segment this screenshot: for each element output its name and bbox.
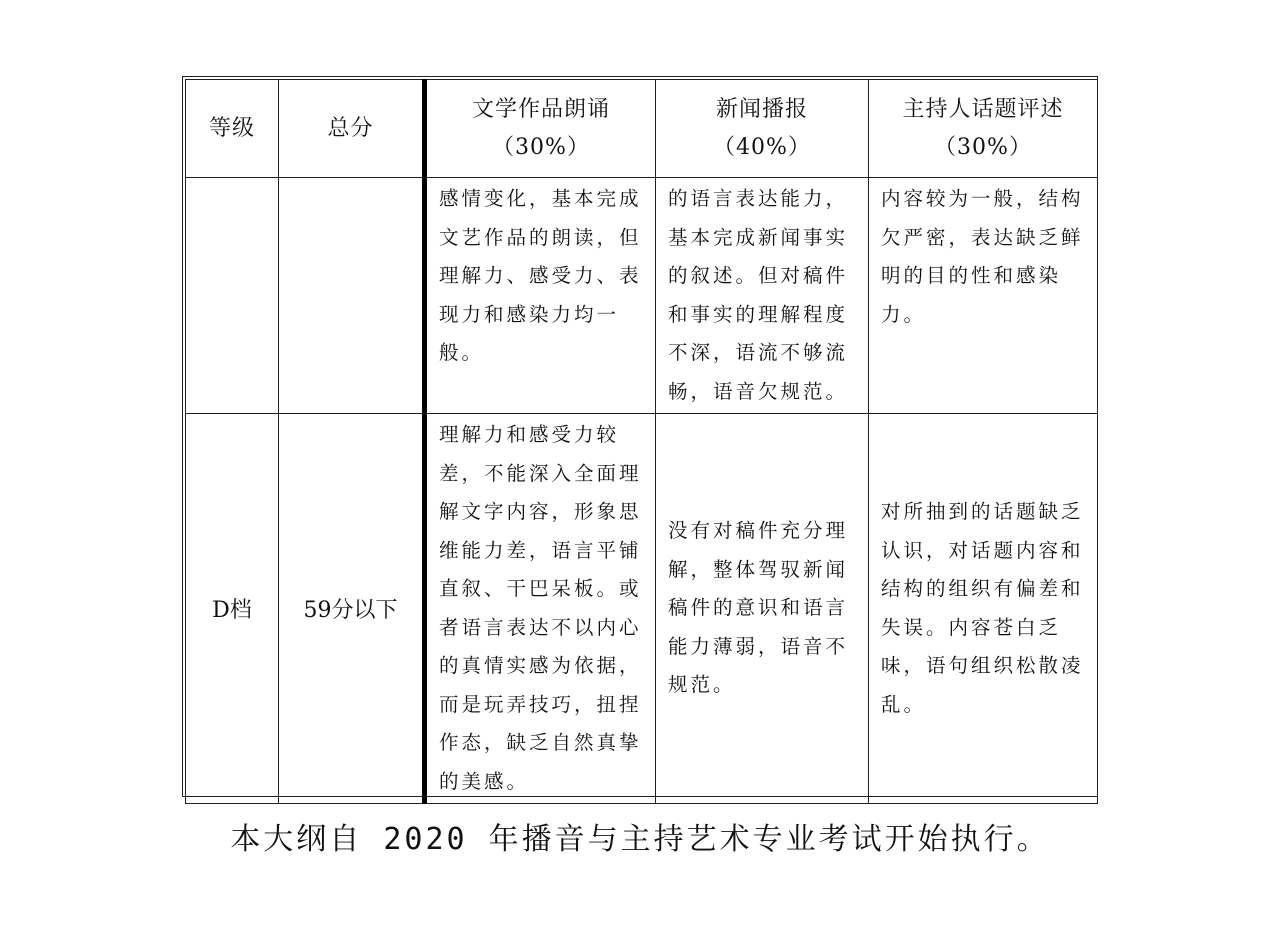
header-news-weight: （40%） (713, 134, 811, 160)
table-row (186, 178, 1098, 414)
grading-table-frame (182, 76, 1098, 797)
host-cell: 对所抽到的话题缺乏认识，对话题内容和结构的组织有偏差和失误。内容苍白乏味，语句组织松散凌乱。 (869, 414, 1098, 804)
header-host-title: 主持人话题评述 (902, 96, 1064, 122)
header-host-weight: （30%） (934, 134, 1032, 160)
grading-table (185, 79, 1098, 804)
literature-cell: 感情变化，基本完成文艺作品的朗读，但理解力、感受力、表现力和感染力均一般。 (425, 178, 656, 414)
news-cell: 没有对稿件充分理解，整体驾驭新闻稿件的意识和语言能力薄弱，语音不规范。 (656, 414, 869, 804)
header-news-title: 新闻播报 (715, 96, 808, 122)
header-literature-title: 文学作品朗诵 (471, 96, 610, 122)
news-cell: 的语言表达能力，基本完成新闻事实的叙述。但对稿件和事实的理解程度不深，语流不够流畅，语音欠规范。 (656, 178, 869, 414)
table-header-row (186, 80, 1098, 178)
table-row (186, 414, 1098, 804)
grade-cell (186, 178, 279, 414)
header-host (869, 80, 1098, 178)
host-cell: 内容较为一般，结构欠严密，表达缺乏鲜明的目的性和感染力。 (869, 178, 1098, 414)
total-cell (279, 178, 425, 414)
header-literature (425, 80, 656, 178)
grade-cell: D档 (186, 414, 279, 804)
header-news (656, 80, 869, 178)
header-total: 总分 (279, 80, 425, 178)
total-cell: 59分以下 (279, 414, 425, 804)
header-grade: 等级 (186, 80, 279, 178)
effective-date-note: 本大纲自 2020 年播音与主持艺术专业考试开始执行。 (230, 822, 1050, 857)
header-literature-weight: （30%） (492, 134, 590, 160)
literature-cell: 理解力和感受力较差，不能深入全面理解文字内容，形象思维能力差，语言平铺直叙、干巴呆板。或者语言表达不以内心的真情实感为依据，而是玩弄技巧，扭捏作态，缺乏自然真挚的美感。 (425, 414, 656, 804)
